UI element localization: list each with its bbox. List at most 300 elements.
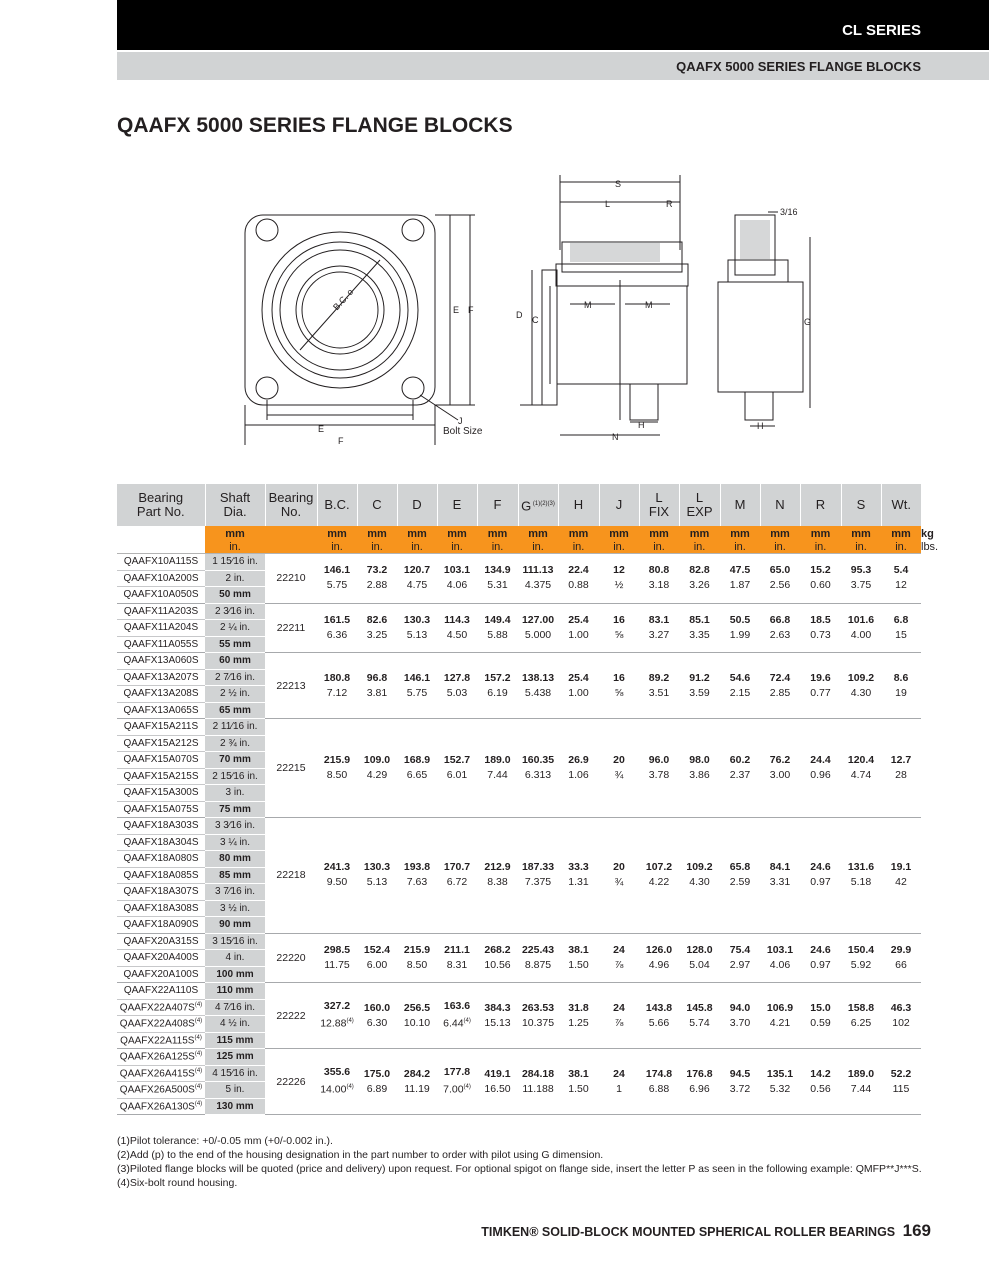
- shaft-diameter: 3 3⁄16 in.: [205, 818, 265, 835]
- value-mm: 26.9: [568, 754, 589, 766]
- part-number: QAAFX18A307S: [117, 884, 205, 901]
- part-number: $QAAFX22A407S^{(4)}$: [117, 999, 205, 1016]
- value-mm: 211.1: [444, 943, 470, 956]
- value-mm: 95.3: [850, 564, 872, 577]
- value-mm: 127.8: [443, 671, 471, 684]
- value-mm: 298.5: [323, 943, 351, 956]
- value-mm: 170.7: [443, 861, 471, 874]
- table-row: [117, 818, 921, 835]
- part-number: QAAFX15A070S: [117, 752, 205, 769]
- value-in: 1.00: [568, 628, 589, 641]
- part-number: $QAAFX26A130S^{(4)}$: [117, 1098, 205, 1115]
- value-in: 3.18: [648, 579, 670, 592]
- value-mm: 19.1: [890, 861, 912, 874]
- flange-block-drawing: [230, 170, 830, 450]
- dim-label-l: L: [605, 199, 611, 209]
- value-mm: 15.0: [810, 1001, 831, 1014]
- value-in: 1.50: [568, 958, 589, 971]
- part-number: QAAFX15A075S: [117, 801, 205, 818]
- dimension-cell: [881, 1049, 921, 1115]
- shaft-diameter: 3 in.: [205, 785, 265, 802]
- dim-label-d: D: [516, 310, 523, 320]
- unit-cell-blank: [265, 526, 317, 541]
- value-in: ⅞: [614, 1016, 624, 1029]
- unit-row-in: in. in. in. in. in. in. in. in. in. in. in. in. in. in. in. in. lbs.: [117, 541, 921, 554]
- value-in: 4.75: [406, 579, 428, 592]
- value-mm: 6.8: [893, 613, 909, 626]
- column-header: Shaft Dia.: [205, 484, 265, 526]
- unit-cell: mm: [477, 526, 518, 541]
- unit-cell-blank: [265, 541, 317, 554]
- value-mm: 31.8: [568, 1001, 589, 1014]
- shaft-diameter: 3 ½ in.: [205, 900, 265, 917]
- bearing-number: 22210: [265, 554, 317, 604]
- value-in: 11.188: [522, 1082, 554, 1095]
- dimension-cell: [558, 554, 599, 604]
- value-mm: 384.3: [484, 1001, 511, 1014]
- value-mm: 85.1: [689, 613, 710, 626]
- part-number: QAAFX18A304S: [117, 834, 205, 851]
- value-mm: 175.0: [363, 1067, 391, 1080]
- value-mm: 160.35: [521, 754, 555, 766]
- value-mm: 215.9: [323, 754, 351, 766]
- part-number: QAAFX18A090S: [117, 917, 205, 934]
- column-header: Wt.: [881, 484, 921, 526]
- shaft-diameter: 3 15⁄16 in.: [205, 933, 265, 950]
- value-mm: 114.3: [444, 613, 470, 626]
- value-mm: 189.0: [484, 754, 511, 766]
- dimension-cell: [599, 603, 639, 653]
- value-in: 6.89: [366, 1082, 388, 1095]
- value-mm: 98.0: [689, 754, 710, 766]
- value-in: 8.50: [326, 769, 348, 781]
- subtitle-banner: [117, 52, 989, 80]
- dimension-cell: [841, 1049, 881, 1115]
- value-in: 10.10: [403, 1016, 431, 1029]
- shaft-diameter: 80 mm: [205, 851, 265, 868]
- dimension-cell: [679, 983, 720, 1049]
- value-in: 5.66: [648, 1016, 670, 1029]
- shaft-diameter: 1 15⁄16 in.: [205, 554, 265, 571]
- dimension-cell: [639, 1049, 679, 1115]
- value-in: 4.50: [446, 628, 468, 641]
- dim-label-3-16: 3/16: [780, 207, 798, 217]
- value-mm: 284.2: [403, 1067, 431, 1080]
- value-mm: 80.8: [648, 564, 670, 577]
- dimension-cell: [679, 818, 720, 934]
- value-mm: 146.1: [323, 564, 351, 577]
- bearing-number: 22213: [265, 653, 317, 719]
- value-mm: 33.3: [568, 861, 589, 874]
- value-in: 3.26: [689, 579, 710, 592]
- dimension-cell: [397, 1049, 437, 1115]
- dimension-cell: [881, 818, 921, 934]
- value-mm: 152.4: [363, 943, 391, 956]
- dimension-cell: [760, 603, 800, 653]
- value-in: 5.31: [487, 579, 508, 592]
- dimension-cell: [760, 933, 800, 983]
- dimension-cell: [357, 818, 397, 934]
- footnote-1: (1)Pilot tolerance: +0/-0.05 mm (+0/-0.002 in.).: [117, 1135, 333, 1147]
- footnote-3: (3)Piloted flange blocks will be quoted (price and delivery) upon request. For optional spigot on flange side, insert the letter P as seen in the following example: QMFP**J***S.: [117, 1163, 922, 1175]
- dimension-cell: [760, 554, 800, 604]
- value-mm: 419.1: [484, 1067, 511, 1080]
- value-mm: 130.3: [363, 861, 391, 874]
- unit-cell: in.: [800, 541, 841, 554]
- value-mm: 22.4: [568, 564, 589, 577]
- dimension-cell: [841, 719, 881, 818]
- value-mm: 120.4: [847, 754, 875, 766]
- dim-label-j: J: [458, 416, 463, 426]
- unit-cell: mm: [518, 526, 558, 541]
- part-number: QAAFX18A303S: [117, 818, 205, 835]
- value-in: 3.59: [689, 686, 710, 699]
- dimension-cell: [518, 554, 558, 604]
- part-number: $QAAFX26A125S^{(4)}$: [117, 1049, 205, 1066]
- value-in: 5.438: [524, 686, 552, 699]
- footnote-4: (4)Six-bolt round housing.: [117, 1177, 238, 1189]
- table-row: [117, 554, 921, 571]
- dimension-cell: [477, 554, 518, 604]
- value-in: 7.44: [487, 769, 508, 781]
- shaft-diameter: 50 mm: [205, 587, 265, 604]
- dimension-cell: [800, 554, 841, 604]
- dimension-cell: [639, 719, 679, 818]
- dimension-cell: [397, 719, 437, 818]
- dimension-cell: [437, 1049, 477, 1115]
- dimension-cell: [720, 818, 760, 934]
- dimension-cell: [437, 554, 477, 604]
- value-mm: 256.5: [403, 1001, 431, 1014]
- value-mm: 355.6: [323, 1066, 351, 1079]
- value-in: 19: [895, 686, 907, 699]
- value-in: 4.22: [648, 876, 670, 889]
- unit-cell: in.: [317, 541, 357, 554]
- unit-cell: in.: [639, 541, 679, 554]
- unit-cell: in.: [679, 541, 720, 554]
- value-mm: 152.7: [443, 754, 471, 766]
- value-mm: 120.7: [403, 564, 431, 577]
- part-number: QAAFX11A203S: [117, 603, 205, 620]
- dimension-cell: [881, 653, 921, 719]
- value-mm: 103.1: [766, 943, 794, 956]
- value-mm: 25.4: [568, 671, 589, 684]
- part-number: $QAAFX22A115S^{(4)}$: [117, 1032, 205, 1049]
- value-mm: 46.3: [890, 1001, 912, 1014]
- value-in: 1.00: [568, 686, 589, 699]
- unit-cell: mm: [720, 526, 760, 541]
- dimension-cell: [881, 603, 921, 653]
- unit-cell: in.: [518, 541, 558, 554]
- dimension-cell: [841, 554, 881, 604]
- series-banner: [117, 0, 989, 50]
- value-mm: 52.2: [890, 1067, 912, 1080]
- value-in: 2.59: [729, 876, 751, 889]
- shaft-diameter: 90 mm: [205, 917, 265, 934]
- unit-cell: in.: [760, 541, 800, 554]
- part-number: $QAAFX26A500S^{(4)}$: [117, 1082, 205, 1099]
- value-mm: 18.5: [810, 613, 831, 626]
- dim-label-g: G: [804, 317, 812, 327]
- value-in: 4.06: [446, 579, 468, 592]
- dimension-cell: [679, 1049, 720, 1115]
- dimension-cell: [639, 653, 679, 719]
- dimension-cell: [720, 603, 760, 653]
- dim-label-f: F: [338, 436, 344, 446]
- value-mm: 15.2: [810, 564, 831, 577]
- part-number: QAAFX18A308S: [117, 900, 205, 917]
- dimension-cell: [679, 603, 720, 653]
- shaft-diameter: 2 3⁄16 in.: [205, 603, 265, 620]
- dimension-cell: [800, 983, 841, 1049]
- dimension-cell: [437, 653, 477, 719]
- dimension-cell: [881, 554, 921, 604]
- value-mm: 24: [613, 1001, 625, 1014]
- dimension-cell: [558, 653, 599, 719]
- value-in: 10.56: [484, 958, 511, 971]
- dimension-cell: [518, 653, 558, 719]
- value-in: 4.96: [648, 958, 670, 971]
- dimension-cell: [800, 603, 841, 653]
- part-number: QAAFX13A208S: [117, 686, 205, 703]
- dimension-cell: [760, 719, 800, 818]
- value-mm: 24.6: [810, 861, 831, 874]
- value-mm: 91.2: [689, 671, 710, 684]
- column-header: H: [558, 484, 599, 526]
- value-mm: 20: [613, 861, 625, 874]
- part-number: QAAFX15A211S: [117, 719, 205, 736]
- dimension-cell: [639, 818, 679, 934]
- part-number: QAAFX20A400S: [117, 950, 205, 967]
- value-mm: 284.18: [521, 1067, 555, 1080]
- footnotes: [117, 1134, 922, 1190]
- value-in: 16.50: [484, 1082, 511, 1095]
- dimension-cell: [317, 603, 357, 653]
- dimension-cell: [477, 983, 518, 1049]
- dimension-cell: [800, 1049, 841, 1115]
- value-in: 5.75: [326, 579, 348, 592]
- value-in: 10.375: [521, 1016, 555, 1029]
- value-mm: 145.8: [686, 1001, 713, 1014]
- value-mm: 20: [613, 754, 625, 766]
- unit-cell: in.: [558, 541, 599, 554]
- dim-label-e: E: [318, 424, 325, 434]
- value-in: 42: [895, 876, 907, 889]
- value-in: 12: [895, 579, 907, 592]
- dimension-cell: [679, 653, 720, 719]
- value-in: 5.88: [487, 628, 508, 641]
- value-mm: 168.9: [403, 754, 431, 766]
- footer-text: TIMKEN® SOLID-BLOCK MOUNTED SPHERICAL ROLLER BEARINGS: [481, 1225, 896, 1239]
- value-in: 5.92: [850, 958, 872, 971]
- dimension-cell: [518, 983, 558, 1049]
- part-number: QAAFX15A212S: [117, 735, 205, 752]
- value-in: 1.99: [729, 628, 751, 641]
- dimension-cell: [558, 983, 599, 1049]
- value-mm: 128.0: [686, 943, 713, 956]
- shaft-diameter: 110 mm: [205, 983, 265, 1000]
- part-number: $QAAFX26A415S^{(4)}$: [117, 1065, 205, 1082]
- shaft-diameter: 2 ¼ in.: [205, 620, 265, 637]
- shaft-diameter: 130 mm: [205, 1098, 265, 1115]
- value-in: ⅝: [614, 686, 624, 699]
- value-in: ⅝: [614, 628, 624, 641]
- value-in: 0.59: [810, 1016, 831, 1029]
- unit-cell: in.: [720, 541, 760, 554]
- bearing-number: 22222: [265, 983, 317, 1049]
- value-in: 4.30: [850, 686, 872, 699]
- dimension-cell: [518, 719, 558, 818]
- value-in: 3.72: [729, 1082, 751, 1095]
- dimension-cell: [599, 933, 639, 983]
- dimension-cell: [881, 719, 921, 818]
- column-header: N: [760, 484, 800, 526]
- value-in: 2.88: [366, 579, 388, 592]
- column-header: L EXP: [679, 484, 720, 526]
- value-in: 3.27: [648, 628, 670, 641]
- value-mm: 5.4: [893, 564, 909, 577]
- value-in: 0.56: [810, 1082, 831, 1095]
- dimension-cell: [639, 603, 679, 653]
- value-in: 8.50: [406, 958, 428, 971]
- value-mm: 327.2: [323, 1000, 351, 1013]
- value-in: 3.31: [769, 876, 791, 889]
- dimension-cell: [760, 983, 800, 1049]
- value-in: 3.81: [366, 686, 388, 699]
- column-header: L FIX: [639, 484, 679, 526]
- dimension-cell: [397, 554, 437, 604]
- value-mm: 225.43: [521, 943, 555, 956]
- part-number: QAAFX10A200S: [117, 570, 205, 587]
- dimension-cell: [357, 1049, 397, 1115]
- unit-row-mm: mm mm mm mm mm mm mm mm mm mm mm mm mm mm mm mm kg: [117, 526, 921, 541]
- dimension-cell: [558, 603, 599, 653]
- value-in: 4.06: [769, 958, 791, 971]
- dimension-cell: [518, 603, 558, 653]
- dimension-cell: [437, 933, 477, 983]
- value-in: 7.00$^{(4)}$: [443, 1083, 471, 1096]
- table-row: [117, 1049, 921, 1066]
- unit-cell: mm: [679, 526, 720, 541]
- part-number: QAAFX13A065S: [117, 702, 205, 719]
- column-header: Bearing No.: [265, 484, 317, 526]
- dimension-cell: [437, 983, 477, 1049]
- value-mm: 107.2: [645, 861, 673, 874]
- part-number: QAAFX13A207S: [117, 669, 205, 686]
- value-mm: 103.1: [443, 564, 471, 577]
- value-mm: 174.8: [645, 1067, 673, 1080]
- dimension-cell: [720, 933, 760, 983]
- dimension-cell: [317, 1049, 357, 1115]
- dimension-cell: [477, 818, 518, 934]
- value-mm: 158.8: [847, 1001, 875, 1014]
- value-in: 4.21: [769, 1016, 791, 1029]
- value-in: 6.01: [446, 769, 468, 781]
- value-in: 2.56: [769, 579, 791, 592]
- dimension-cell: [558, 818, 599, 934]
- value-in: 1.87: [729, 579, 751, 592]
- value-in: 11.19: [404, 1082, 430, 1095]
- column-header: E: [437, 484, 477, 526]
- dimension-cell: [317, 554, 357, 604]
- dimension-cell: [437, 719, 477, 818]
- dimension-cell: [518, 1049, 558, 1115]
- dimension-cell: [518, 818, 558, 934]
- shaft-diameter: 125 mm: [205, 1049, 265, 1066]
- value-in: 5.18: [850, 876, 872, 889]
- part-number: QAAFX13A060S: [117, 653, 205, 670]
- subtitle-label: QAAFX 5000 SERIES FLANGE BLOCKS: [676, 59, 921, 74]
- unit-cell: in.: [599, 541, 639, 554]
- value-mm: 109.0: [363, 754, 391, 766]
- value-in: 3.00: [769, 769, 791, 781]
- dimension-cell: [357, 653, 397, 719]
- dimension-cell: [841, 603, 881, 653]
- column-header: B.C.: [317, 484, 357, 526]
- dimension-cell: [679, 719, 720, 818]
- value-in: 8.31: [446, 958, 468, 971]
- dim-label-f-vert: F: [468, 305, 474, 315]
- dimension-cell: [599, 719, 639, 818]
- value-mm: 143.8: [645, 1001, 673, 1014]
- series-label: CL SERIES: [842, 22, 921, 39]
- value-in: 7.12: [326, 686, 348, 699]
- value-in: 8.875: [524, 958, 552, 971]
- shaft-diameter: 3 7⁄16 in.: [205, 884, 265, 901]
- value-in: 12.88$^{(4)}$: [320, 1017, 354, 1030]
- value-mm: 19.6: [810, 671, 831, 684]
- unit-cell: mm: [397, 526, 437, 541]
- dimension-cell: [639, 933, 679, 983]
- bearing-number: 22215: [265, 719, 317, 818]
- value-in: 4.00: [850, 628, 872, 641]
- column-header: Bearing Part No.: [117, 484, 205, 526]
- value-in: 5.74: [689, 1016, 710, 1029]
- value-in: 1.06: [568, 769, 589, 781]
- shaft-diameter: 2 ½ in.: [205, 686, 265, 703]
- value-in: ½: [614, 579, 624, 592]
- value-in: 2.15: [729, 686, 751, 699]
- part-number: QAAFX18A085S: [117, 867, 205, 884]
- dimension-cell: [477, 653, 518, 719]
- value-mm: 189.0: [847, 1067, 875, 1080]
- dimension-cell: [558, 719, 599, 818]
- part-number: QAAFX20A100S: [117, 966, 205, 983]
- value-mm: 8.6: [893, 671, 909, 684]
- value-in: 2.63: [769, 628, 791, 641]
- dim-label-n: N: [612, 432, 619, 442]
- value-mm: 84.1: [769, 861, 791, 874]
- value-in: 0.96: [810, 769, 831, 781]
- unit-cell: in.: [357, 541, 397, 554]
- value-mm: 180.8: [323, 671, 351, 684]
- value-mm: 72.4: [769, 671, 791, 684]
- shaft-diameter: 4 15⁄16 in.: [205, 1065, 265, 1082]
- dimension-cell: [599, 554, 639, 604]
- dimension-cell: [397, 933, 437, 983]
- dimension-cell: [679, 554, 720, 604]
- dimension-cell: [599, 983, 639, 1049]
- value-in: 7.44: [850, 1082, 872, 1095]
- value-in: 7.375: [524, 876, 552, 889]
- dimension-cell: [800, 653, 841, 719]
- shaft-diameter: 70 mm: [205, 752, 265, 769]
- value-in: 5.13: [366, 876, 388, 889]
- dimension-cell: [599, 653, 639, 719]
- value-mm: 215.9: [403, 943, 431, 956]
- value-in: 7.63: [406, 876, 428, 889]
- dimension-cell: [720, 554, 760, 604]
